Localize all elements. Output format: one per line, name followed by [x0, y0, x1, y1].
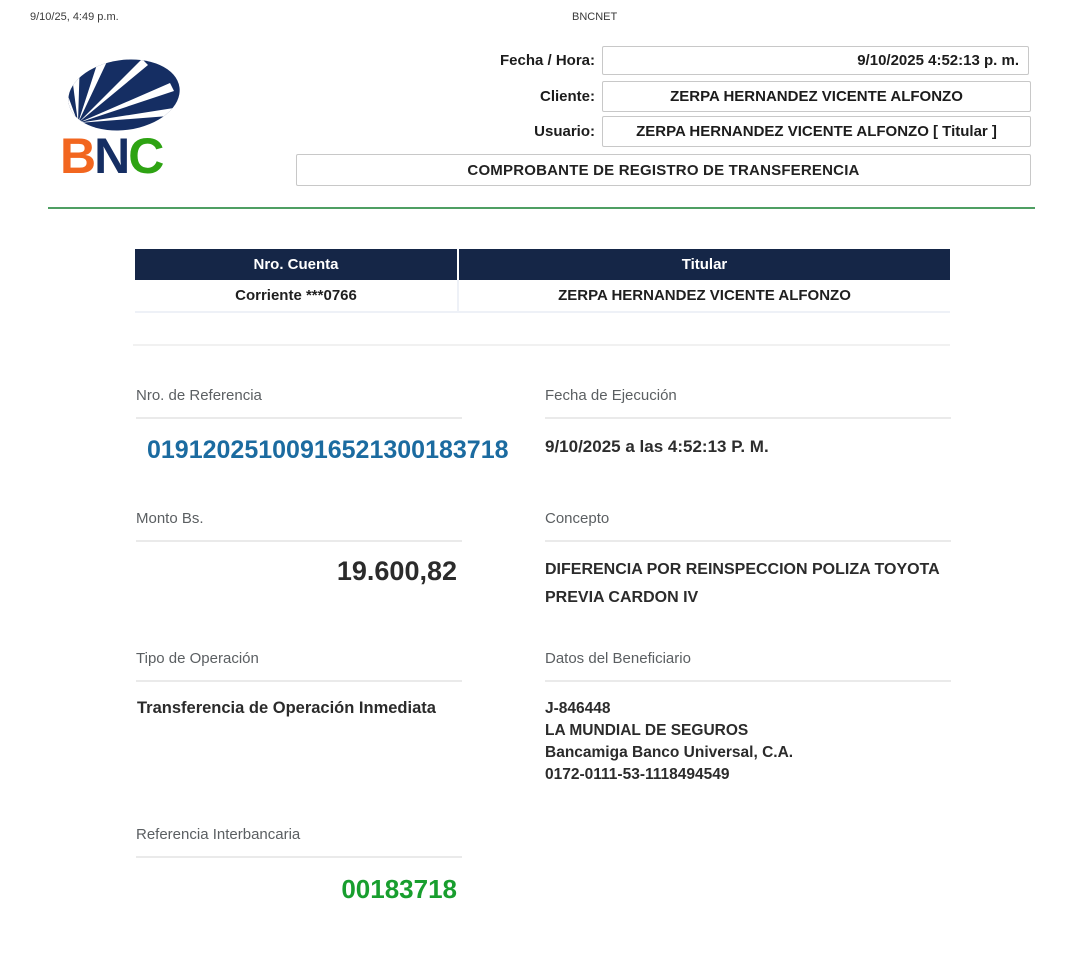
receipt-title: COMPROBANTE DE REGISTRO DE TRANSFERENCIA [296, 154, 1031, 186]
beneficiary-name: LA MUNDIAL DE SEGUROS [545, 722, 749, 739]
section-divider [133, 344, 950, 346]
label-tipo-operacion: Tipo de Operación [136, 650, 462, 682]
column-header-nro-cuenta: Nro. Cuenta [135, 249, 459, 280]
label-referencia-interbancaria: Referencia Interbancaria [136, 826, 462, 858]
account-table-header-row [135, 249, 950, 280]
account-number-cell: Corriente ***0766 [135, 280, 459, 311]
interbank-reference-value: 00183718 [341, 874, 457, 904]
logo-sun-ellipse [64, 55, 185, 137]
print-timestamp: 9/10/25, 4:49 p.m. [30, 11, 119, 23]
account-holder-cell: ZERPA HERNANDEZ VICENTE ALFONZO [558, 287, 851, 304]
beneficiary-account-number: 0172-0111-53-1118494549 [545, 766, 730, 783]
label-concepto: Concepto [545, 510, 951, 542]
label-fecha-ejecucion: Fecha de Ejecución [545, 387, 951, 419]
beneficiary-bank: Bancamiga Banco Universal, C.A. [545, 744, 794, 761]
label-datos-beneficiario: Datos del Beneficiario [545, 650, 951, 682]
header-divider-rule [48, 207, 1035, 209]
reference-number-value: 01912025100916521300183718 [147, 436, 509, 464]
column-header-titular: Titular [681, 256, 728, 273]
bnc-logo [58, 55, 190, 181]
field-value-cliente: ZERPA HERNANDEZ VICENTE ALFONZO [602, 81, 1031, 112]
field-label-cliente: Cliente: [539, 88, 595, 105]
logo-wordmark [60, 128, 163, 181]
account-table [135, 249, 950, 313]
field-value-fecha-hora: 9/10/2025 4:52:13 p. m. [602, 46, 1029, 75]
amount-value: 19.600,82 [336, 556, 457, 586]
beneficiary-tax-id: J-846448 [545, 700, 611, 717]
table-row [135, 280, 950, 313]
site-title: BNCNET [572, 11, 618, 23]
logo-letter-n: N [94, 128, 129, 181]
beneficiary-details [545, 698, 793, 786]
field-value-usuario: ZERPA HERNANDEZ VICENTE ALFONZO [ Titular ] [602, 116, 1031, 147]
logo-letter-b: B [60, 128, 95, 181]
operation-type-value: Transferencia de Operación Inmediata [137, 699, 436, 717]
bnc-logo-graphic [58, 55, 190, 181]
label-monto: Monto Bs. [136, 510, 462, 542]
field-label-usuario: Usuario: [534, 123, 595, 140]
execution-date-value: 9/10/2025 a las 4:52:13 P. M. [545, 437, 769, 456]
concept-value: DIFERENCIA POR REINSPECCION POLIZA TOYOTA PREVIA CARDON IV [545, 561, 940, 606]
field-label-fecha-hora: Fecha / Hora: [499, 52, 595, 69]
logo-letter-c: C [128, 128, 163, 181]
label-nro-referencia: Nro. de Referencia [136, 387, 462, 419]
